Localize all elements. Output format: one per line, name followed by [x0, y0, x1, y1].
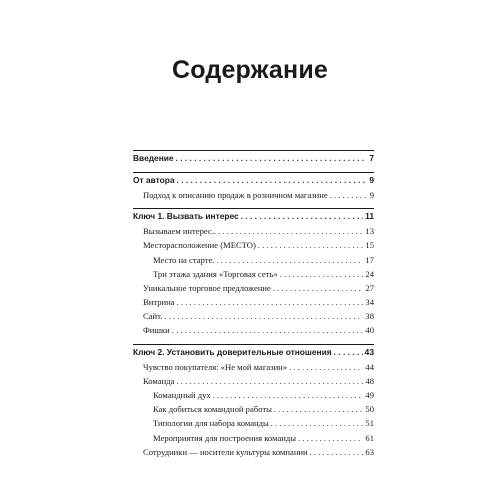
toc-entry-page: 34: [365, 297, 374, 308]
toc-entry-label: Подход к описанию продаж в розничном магазине: [143, 189, 328, 200]
toc-entry-page: 9: [369, 189, 374, 200]
toc-entry-label: От автора: [133, 175, 175, 185]
toc-entry-label: Как добиться командной работы: [153, 404, 272, 415]
toc-entry: [133, 224, 374, 238]
toc-entry-page: 44: [365, 361, 374, 372]
toc-entry-label: Командный дух: [153, 390, 211, 401]
toc-entry-page: 27: [365, 282, 374, 293]
toc-entry: [133, 151, 374, 166]
toc-entry-page: 40: [365, 325, 374, 336]
toc-leader: [273, 281, 364, 295]
toc-entry-page: 43: [364, 346, 374, 357]
toc-entry-page: 11: [365, 211, 374, 222]
toc-leader: [334, 345, 363, 360]
toc-entry-label: Сайт.: [143, 311, 163, 322]
toc-entry-label: Введение: [133, 153, 174, 163]
toc-entry: [133, 281, 374, 295]
toc-entry: [133, 238, 374, 252]
toc-entry: [133, 445, 374, 459]
toc-entry: [133, 253, 374, 267]
toc-entry-label: Ключ 2. Установить доверительные отношения: [133, 346, 332, 357]
toc-entry-page: 13: [365, 226, 374, 237]
toc-leader: [241, 209, 363, 224]
page-title: Содержание: [171, 56, 329, 84]
toc-entry: [133, 388, 374, 402]
toc-entry-page: 61: [365, 432, 374, 443]
toc-leader: [330, 188, 368, 202]
toc-entry: [133, 402, 374, 416]
toc-entry: [133, 309, 374, 323]
toc-entry-label: Месторасположение (МЕСТО): [143, 240, 256, 251]
toc-entry-page: 7: [369, 153, 374, 163]
toc-entry-page: 50: [365, 404, 374, 415]
toc-leader: [216, 253, 363, 267]
toc-entry: [133, 209, 374, 224]
toc-entry-page: 9: [369, 175, 374, 185]
toc-leader: [274, 402, 364, 416]
toc-entry-page: 51: [365, 418, 374, 429]
toc-leader: [177, 295, 364, 309]
toc-entry-label: Фишки: [143, 325, 170, 336]
toc-entry-page: 15: [365, 240, 374, 251]
toc-leader: [310, 445, 364, 459]
toc-entry-page: 24: [365, 268, 374, 279]
toc-entry: [133, 416, 374, 430]
toc-entry: [133, 295, 374, 309]
toc-entry: [133, 173, 374, 188]
toc-entry-label: Сотрудники — носители культуры компании: [143, 446, 308, 457]
toc-leader: [176, 151, 368, 166]
toc-entry-page: 38: [365, 311, 374, 322]
toc-entry: [133, 324, 374, 338]
toc-entry: [133, 360, 374, 374]
toc-entry-label: Уникальное торговое предложение: [143, 282, 271, 293]
toc-entry-page: 17: [365, 254, 374, 265]
toc-entry: [133, 188, 374, 202]
toc-entry: [133, 431, 374, 445]
toc-entry: [133, 345, 374, 360]
toc-leader: [172, 323, 364, 337]
toc-leader: [218, 224, 363, 238]
toc-entry-label: Типологии для набора команды: [153, 418, 269, 429]
toc-entry: [133, 374, 374, 388]
toc-leader: [164, 309, 363, 323]
toc-entry-label: Место на старте.: [153, 254, 215, 265]
toc-entry-label: Ключ 1. Вызвать интерес: [133, 211, 239, 222]
toc-entry-label: Чувство покупателя: «Не мой магазин»: [143, 361, 288, 372]
toc-leader: [298, 431, 363, 445]
toc-entry-page: 49: [365, 390, 374, 401]
toc-entry-label: Команда: [143, 375, 175, 386]
toc-entry-label: Мероприятия для построения команды: [153, 432, 297, 443]
toc-leader: [177, 173, 368, 188]
toc-entry-page: 48: [365, 375, 374, 386]
toc-entry-label: Витрина: [143, 297, 175, 308]
toc-leader: [176, 374, 363, 388]
toc-leader: [280, 267, 364, 281]
toc-leader: [289, 360, 363, 374]
toc-entry-label: Три этажа здания «Торговая сеть»: [153, 268, 278, 279]
toc-leader: [213, 388, 364, 402]
table-of-contents: [133, 150, 374, 459]
toc-entry-page: 63: [365, 446, 374, 457]
toc-leader: [258, 238, 364, 252]
toc-entry-label: Вызываем интерес..: [143, 226, 217, 237]
toc-leader: [271, 416, 364, 430]
toc-entry: [133, 267, 374, 281]
